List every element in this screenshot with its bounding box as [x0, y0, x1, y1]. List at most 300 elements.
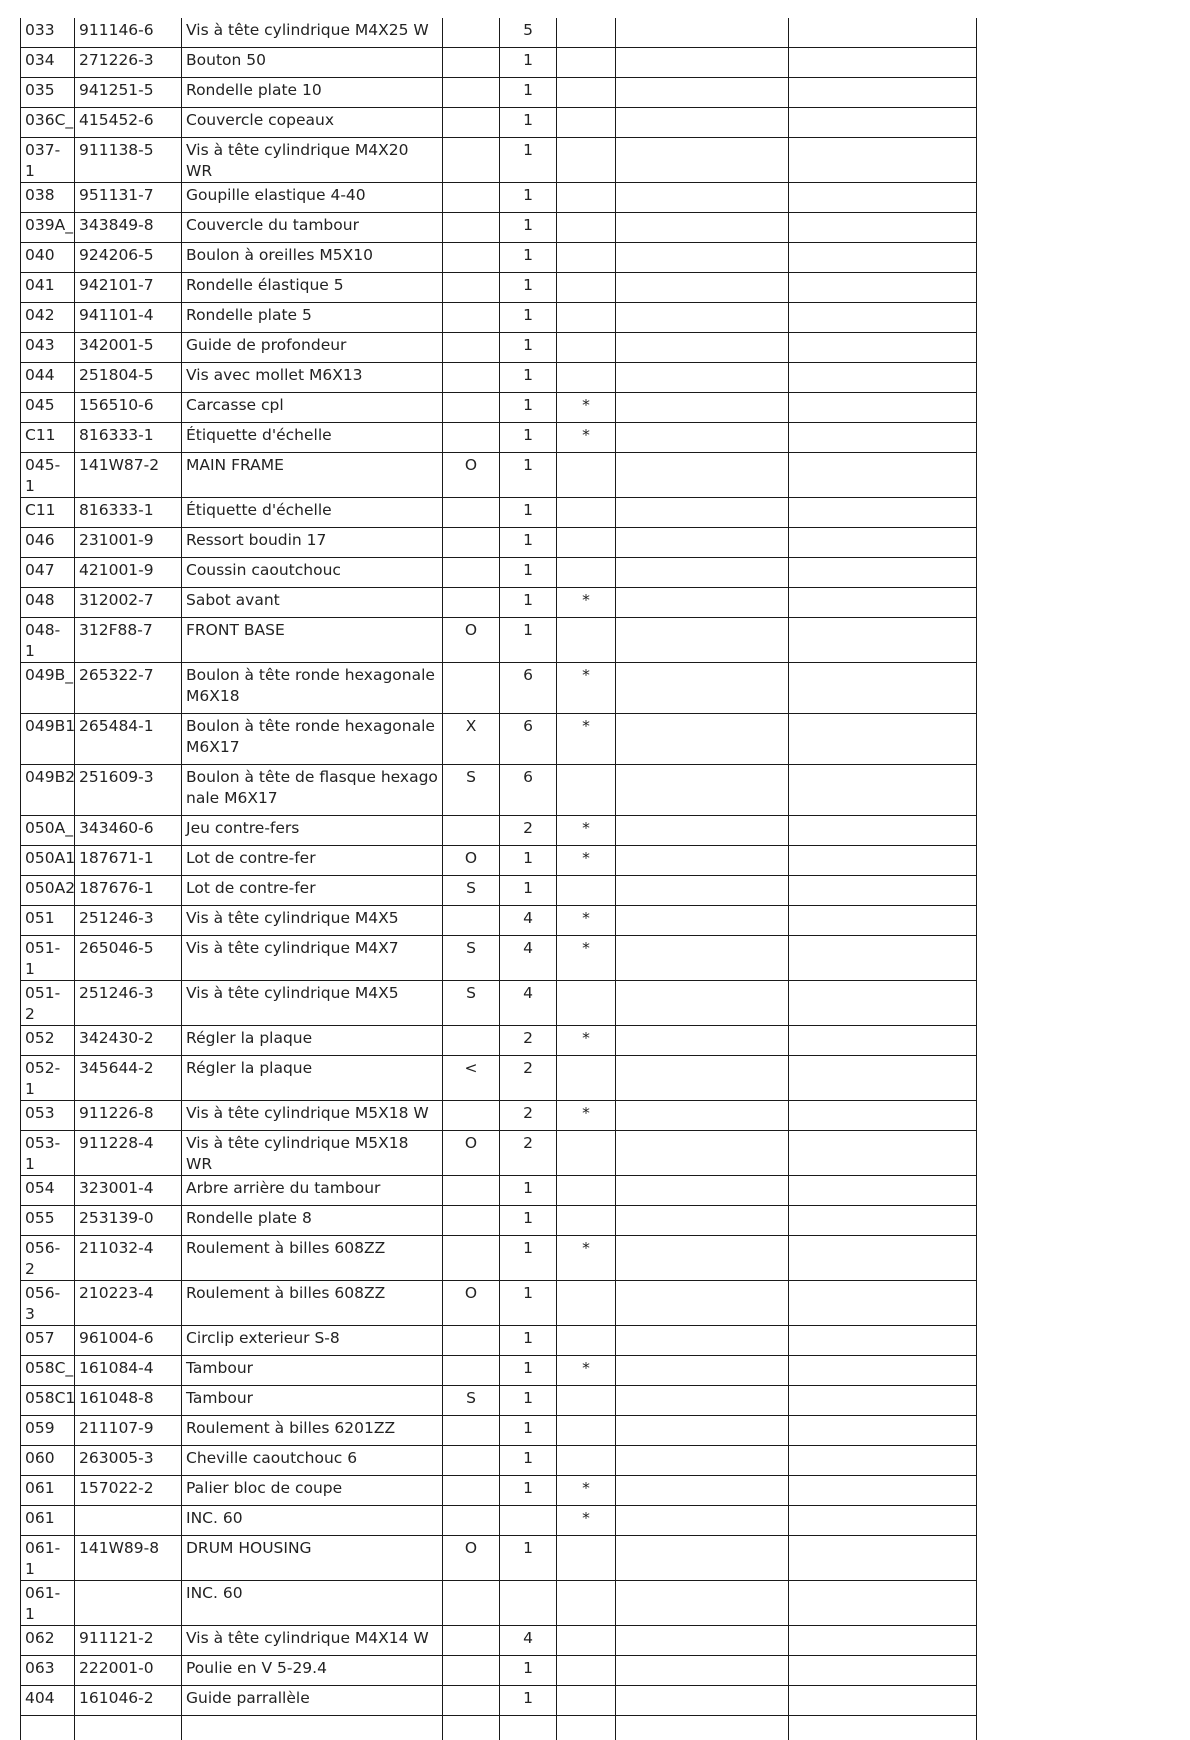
note-mark-cell	[557, 1626, 616, 1656]
part-number-cell: 942101-7	[75, 273, 182, 303]
blank-cell-2	[789, 936, 977, 981]
item-number-cell: 054	[21, 1176, 75, 1206]
blank-cell-2	[789, 1236, 977, 1281]
blank-cell-1	[616, 138, 789, 183]
description-cell: Boulon à tête ronde hexagonale M6X18	[182, 663, 443, 714]
blank-cell-1	[616, 243, 789, 273]
option-code-cell: <	[443, 1056, 500, 1101]
blank-cell-2	[789, 618, 977, 663]
table-row	[21, 1716, 977, 1740]
quantity-cell: 1	[500, 273, 557, 303]
part-number-cell: 253139-0	[75, 1206, 182, 1236]
quantity-cell: 1	[500, 1356, 557, 1386]
note-mark-cell	[557, 1386, 616, 1416]
part-number-cell: 911228-4	[75, 1131, 182, 1176]
quantity-cell: 4	[500, 906, 557, 936]
table-row	[21, 213, 977, 243]
item-number-cell: 060	[21, 1446, 75, 1476]
note-mark-cell	[557, 1581, 616, 1626]
part-number-cell: 210223-4	[75, 1281, 182, 1326]
option-code-cell	[443, 138, 500, 183]
description-cell: Goupille elastique 4-40	[182, 183, 443, 213]
blank-cell-1	[616, 876, 789, 906]
table-row	[21, 1236, 977, 1281]
item-number-cell: 050A1	[21, 846, 75, 876]
option-code-cell	[443, 1206, 500, 1236]
blank-cell-2	[789, 183, 977, 213]
item-number-cell: 039A_	[21, 213, 75, 243]
part-number-cell: 941101-4	[75, 303, 182, 333]
note-mark-cell	[557, 1326, 616, 1356]
quantity-cell: 1	[500, 78, 557, 108]
option-code-cell	[443, 663, 500, 714]
option-code-cell	[443, 1656, 500, 1686]
option-code-cell	[443, 18, 500, 48]
part-number-cell: 211107-9	[75, 1416, 182, 1446]
description-cell: Coussin caoutchouc	[182, 558, 443, 588]
table-row	[21, 393, 977, 423]
option-code-cell	[443, 1026, 500, 1056]
item-number-cell: 049B1	[21, 714, 75, 765]
blank-cell-1	[616, 453, 789, 498]
item-number-cell: 055	[21, 1206, 75, 1236]
blank-cell-1	[616, 906, 789, 936]
table-row	[21, 1326, 977, 1356]
part-number-cell: 251609-3	[75, 765, 182, 816]
option-code-cell	[443, 243, 500, 273]
blank-cell-2	[789, 1416, 977, 1446]
blank-cell-2	[789, 1581, 977, 1626]
table-row	[21, 243, 977, 273]
blank-cell-2	[789, 1626, 977, 1656]
blank-cell-1	[616, 1386, 789, 1416]
description-cell: Régler la plaque	[182, 1026, 443, 1056]
table-row	[21, 183, 977, 213]
item-number-cell: 042	[21, 303, 75, 333]
part-number-cell: 271226-3	[75, 48, 182, 78]
note-mark-cell	[557, 78, 616, 108]
description-cell: Tambour	[182, 1356, 443, 1386]
option-code-cell	[443, 528, 500, 558]
blank-cell-1	[616, 1416, 789, 1446]
table-row	[21, 528, 977, 558]
description-cell: Rondelle plate 5	[182, 303, 443, 333]
description-cell: DRUM HOUSING	[182, 1536, 443, 1581]
quantity-cell: 2	[500, 1101, 557, 1131]
part-number-cell: 421001-9	[75, 558, 182, 588]
note-mark-cell: *	[557, 906, 616, 936]
table-row	[21, 78, 977, 108]
blank-cell-2	[789, 1056, 977, 1101]
description-cell: Régler la plaque	[182, 1056, 443, 1101]
item-number-cell: 052-1	[21, 1056, 75, 1101]
description-cell: Vis à tête cylindrique M4X5	[182, 981, 443, 1026]
item-number-cell: 051-2	[21, 981, 75, 1026]
blank-cell-2	[789, 333, 977, 363]
note-mark-cell	[557, 1056, 616, 1101]
option-code-cell	[443, 1506, 500, 1536]
item-number-cell: 043	[21, 333, 75, 363]
note-mark-cell	[557, 528, 616, 558]
table-row	[21, 273, 977, 303]
option-code-cell	[443, 498, 500, 528]
part-number-cell: 161046-2	[75, 1686, 182, 1716]
table-row	[21, 765, 977, 816]
description-cell: Rondelle plate 10	[182, 78, 443, 108]
description-cell: INC. 60	[182, 1581, 443, 1626]
quantity-cell: 2	[500, 816, 557, 846]
note-mark-cell: *	[557, 1476, 616, 1506]
description-cell: Boulon à oreilles M5X10	[182, 243, 443, 273]
item-number-cell: 038	[21, 183, 75, 213]
part-number-cell	[75, 1506, 182, 1536]
quantity-cell: 1	[500, 876, 557, 906]
option-code-cell: O	[443, 618, 500, 663]
blank-cell-1	[616, 714, 789, 765]
blank-cell-2	[789, 528, 977, 558]
table-row	[21, 1536, 977, 1581]
note-mark-cell	[557, 1206, 616, 1236]
note-mark-cell	[557, 453, 616, 498]
blank-cell-1	[616, 498, 789, 528]
part-number-cell: 251804-5	[75, 363, 182, 393]
quantity-cell: 1	[500, 846, 557, 876]
note-mark-cell	[557, 498, 616, 528]
note-mark-cell: *	[557, 846, 616, 876]
blank-cell-2	[789, 1716, 977, 1740]
blank-cell-2	[789, 558, 977, 588]
note-mark-cell	[557, 1656, 616, 1686]
quantity-cell: 2	[500, 1026, 557, 1056]
item-number-cell: 052	[21, 1026, 75, 1056]
part-number-cell: 141W89-8	[75, 1536, 182, 1581]
blank-cell-1	[616, 1131, 789, 1176]
item-number-cell: 050A2	[21, 876, 75, 906]
quantity-cell: 5	[500, 18, 557, 48]
blank-cell-2	[789, 876, 977, 906]
description-cell: Circlip exterieur S-8	[182, 1326, 443, 1356]
blank-cell-2	[789, 48, 977, 78]
blank-cell-1	[616, 1176, 789, 1206]
option-code-cell	[443, 1626, 500, 1656]
option-code-cell: O	[443, 1131, 500, 1176]
blank-cell-2	[789, 663, 977, 714]
table-row	[21, 453, 977, 498]
table-row	[21, 618, 977, 663]
blank-cell-1	[616, 273, 789, 303]
part-number-cell: 816333-1	[75, 423, 182, 453]
description-cell: Vis à tête cylindrique M4X7	[182, 936, 443, 981]
quantity-cell: 6	[500, 765, 557, 816]
part-number-cell	[75, 1581, 182, 1626]
blank-cell-2	[789, 498, 977, 528]
description-cell: Bouton 50	[182, 48, 443, 78]
item-number-cell: 063	[21, 1656, 75, 1686]
quantity-cell: 1	[500, 498, 557, 528]
part-number-cell: 265484-1	[75, 714, 182, 765]
blank-cell-2	[789, 1356, 977, 1386]
quantity-cell: 1	[500, 423, 557, 453]
note-mark-cell	[557, 303, 616, 333]
blank-cell-2	[789, 1446, 977, 1476]
note-mark-cell: *	[557, 423, 616, 453]
table-row	[21, 423, 977, 453]
blank-cell-1	[616, 1356, 789, 1386]
option-code-cell	[443, 1356, 500, 1386]
part-number-cell: 342001-5	[75, 333, 182, 363]
option-code-cell	[443, 78, 500, 108]
blank-cell-1	[616, 558, 789, 588]
part-number-cell: 161084-4	[75, 1356, 182, 1386]
description-cell: Roulement à billes 608ZZ	[182, 1236, 443, 1281]
note-mark-cell	[557, 243, 616, 273]
quantity-cell: 4	[500, 981, 557, 1026]
description-cell: Lot de contre-fer	[182, 846, 443, 876]
blank-cell-2	[789, 138, 977, 183]
part-number-cell: 911146-6	[75, 18, 182, 48]
table-row	[21, 333, 977, 363]
quantity-cell: 1	[500, 1536, 557, 1581]
part-number-cell: 911226-8	[75, 1101, 182, 1131]
quantity-cell: 2	[500, 1131, 557, 1176]
part-number-cell: 941251-5	[75, 78, 182, 108]
blank-cell-1	[616, 1716, 789, 1740]
description-cell: Rondelle plate 8	[182, 1206, 443, 1236]
quantity-cell: 1	[500, 618, 557, 663]
option-code-cell	[443, 1581, 500, 1626]
description-cell: Tambour	[182, 1386, 443, 1416]
blank-cell-2	[789, 1101, 977, 1131]
part-number-cell: 161048-8	[75, 1386, 182, 1416]
part-number-cell: 312002-7	[75, 588, 182, 618]
description-cell: Lot de contre-fer	[182, 876, 443, 906]
table-row	[21, 138, 977, 183]
option-code-cell: O	[443, 453, 500, 498]
quantity-cell: 2	[500, 1056, 557, 1101]
part-number-cell: 222001-0	[75, 1656, 182, 1686]
blank-cell-2	[789, 303, 977, 333]
option-code-cell: X	[443, 714, 500, 765]
item-number-cell: 061-1	[21, 1581, 75, 1626]
item-number-cell: 056-2	[21, 1236, 75, 1281]
part-number-cell: 263005-3	[75, 1446, 182, 1476]
table-row	[21, 876, 977, 906]
blank-cell-1	[616, 393, 789, 423]
item-number-cell: 041	[21, 273, 75, 303]
table-row	[21, 1281, 977, 1326]
quantity-cell: 1	[500, 453, 557, 498]
description-cell: FRONT BASE	[182, 618, 443, 663]
quantity-cell	[500, 1506, 557, 1536]
blank-cell-1	[616, 528, 789, 558]
table-row	[21, 1206, 977, 1236]
description-cell: Vis à tête cylindrique M4X5	[182, 906, 443, 936]
blank-cell-2	[789, 243, 977, 273]
blank-cell-2	[789, 453, 977, 498]
blank-cell-2	[789, 906, 977, 936]
note-mark-cell	[557, 273, 616, 303]
description-cell: Poulie en V 5-29.4	[182, 1656, 443, 1686]
blank-cell-1	[616, 765, 789, 816]
quantity-cell: 1	[500, 108, 557, 138]
description-cell: Arbre arrière du tambour	[182, 1176, 443, 1206]
blank-cell-2	[789, 1386, 977, 1416]
option-code-cell: S	[443, 936, 500, 981]
description-cell: Carcasse cpl	[182, 393, 443, 423]
quantity-cell: 1	[500, 528, 557, 558]
blank-cell-1	[616, 816, 789, 846]
option-code-cell	[443, 558, 500, 588]
option-code-cell	[443, 213, 500, 243]
quantity-cell: 1	[500, 303, 557, 333]
option-code-cell	[443, 1236, 500, 1281]
blank-cell-1	[616, 78, 789, 108]
item-number-cell: 056-3	[21, 1281, 75, 1326]
blank-cell-2	[789, 363, 977, 393]
note-mark-cell	[557, 876, 616, 906]
quantity-cell: 1	[500, 363, 557, 393]
option-code-cell	[443, 1176, 500, 1206]
option-code-cell	[443, 1476, 500, 1506]
quantity-cell: 1	[500, 1176, 557, 1206]
item-number-cell: 062	[21, 1626, 75, 1656]
part-number-cell: 951131-7	[75, 183, 182, 213]
option-code-cell: S	[443, 876, 500, 906]
note-mark-cell: *	[557, 936, 616, 981]
note-mark-cell: *	[557, 1101, 616, 1131]
note-mark-cell	[557, 48, 616, 78]
description-cell: Palier bloc de coupe	[182, 1476, 443, 1506]
item-number-cell: 035	[21, 78, 75, 108]
table-row	[21, 1476, 977, 1506]
option-code-cell: O	[443, 1536, 500, 1581]
description-cell: Guide parrallèle	[182, 1686, 443, 1716]
quantity-cell: 1	[500, 1386, 557, 1416]
blank-cell-1	[616, 1101, 789, 1131]
description-cell: Vis à tête cylindrique M4X14 W	[182, 1626, 443, 1656]
part-number-cell: 911138-5	[75, 138, 182, 183]
part-number-cell: 156510-6	[75, 393, 182, 423]
part-number-cell: 187671-1	[75, 846, 182, 876]
blank-cell-1	[616, 1026, 789, 1056]
parts-list-table	[20, 18, 977, 1740]
blank-cell-2	[789, 981, 977, 1026]
blank-cell-2	[789, 1176, 977, 1206]
description-cell: Rondelle élastique 5	[182, 273, 443, 303]
description-cell: Roulement à billes 608ZZ	[182, 1281, 443, 1326]
note-mark-cell	[557, 1686, 616, 1716]
item-number-cell: 053	[21, 1101, 75, 1131]
part-number-cell: 211032-4	[75, 1236, 182, 1281]
description-cell: Étiquette d'échelle	[182, 423, 443, 453]
quantity-cell: 1	[500, 1686, 557, 1716]
blank-cell-2	[789, 423, 977, 453]
table-row	[21, 1626, 977, 1656]
table-row	[21, 303, 977, 333]
blank-cell-1	[616, 183, 789, 213]
item-number-cell: 048-1	[21, 618, 75, 663]
note-mark-cell	[557, 108, 616, 138]
table-row	[21, 1356, 977, 1386]
blank-cell-1	[616, 663, 789, 714]
part-number-cell: 323001-4	[75, 1176, 182, 1206]
note-mark-cell	[557, 18, 616, 48]
part-number-cell: 231001-9	[75, 528, 182, 558]
item-number-cell: 036C_	[21, 108, 75, 138]
note-mark-cell: *	[557, 1026, 616, 1056]
blank-cell-1	[616, 303, 789, 333]
option-code-cell	[443, 333, 500, 363]
item-number-cell: 045-1	[21, 453, 75, 498]
part-number-cell: 343460-6	[75, 816, 182, 846]
blank-cell-2	[789, 1686, 977, 1716]
option-code-cell: O	[443, 1281, 500, 1326]
quantity-cell: 1	[500, 183, 557, 213]
option-code-cell: O	[443, 846, 500, 876]
table-row	[21, 1026, 977, 1056]
quantity-cell: 1	[500, 1206, 557, 1236]
table-row	[21, 1581, 977, 1626]
blank-cell-2	[789, 714, 977, 765]
item-number-cell: 057	[21, 1326, 75, 1356]
description-cell	[182, 1716, 443, 1740]
item-number-cell: 061	[21, 1476, 75, 1506]
note-mark-cell	[557, 981, 616, 1026]
quantity-cell: 1	[500, 243, 557, 273]
blank-cell-2	[789, 1281, 977, 1326]
note-mark-cell: *	[557, 1506, 616, 1536]
note-mark-cell	[557, 1446, 616, 1476]
description-cell: Ressort boudin 17	[182, 528, 443, 558]
note-mark-cell: *	[557, 1236, 616, 1281]
part-number-cell: 141W87-2	[75, 453, 182, 498]
item-number-cell: C11	[21, 498, 75, 528]
item-number-cell: 059	[21, 1416, 75, 1446]
option-code-cell	[443, 108, 500, 138]
item-number-cell: 046	[21, 528, 75, 558]
blank-cell-1	[616, 1446, 789, 1476]
table-row	[21, 714, 977, 765]
table-row	[21, 48, 977, 78]
table-row	[21, 1056, 977, 1101]
option-code-cell	[443, 273, 500, 303]
option-code-cell	[443, 816, 500, 846]
quantity-cell: 1	[500, 393, 557, 423]
option-code-cell: S	[443, 1386, 500, 1416]
table-row	[21, 1506, 977, 1536]
quantity-cell: 1	[500, 1281, 557, 1326]
note-mark-cell	[557, 363, 616, 393]
option-code-cell	[443, 1716, 500, 1740]
item-number-cell: 049B_	[21, 663, 75, 714]
item-number-cell: 053-1	[21, 1131, 75, 1176]
blank-cell-1	[616, 1206, 789, 1236]
item-number-cell: 058C_	[21, 1356, 75, 1386]
item-number-cell: 033	[21, 18, 75, 48]
parts-list-body	[21, 18, 977, 1740]
table-row	[21, 1101, 977, 1131]
item-number-cell	[21, 1716, 75, 1740]
part-number-cell: 265046-5	[75, 936, 182, 981]
part-number-cell: 251246-3	[75, 981, 182, 1026]
blank-cell-1	[616, 1626, 789, 1656]
note-mark-cell	[557, 333, 616, 363]
blank-cell-1	[616, 1326, 789, 1356]
description-cell: Sabot avant	[182, 588, 443, 618]
description-cell: Couvercle copeaux	[182, 108, 443, 138]
note-mark-cell	[557, 558, 616, 588]
blank-cell-2	[789, 1206, 977, 1236]
